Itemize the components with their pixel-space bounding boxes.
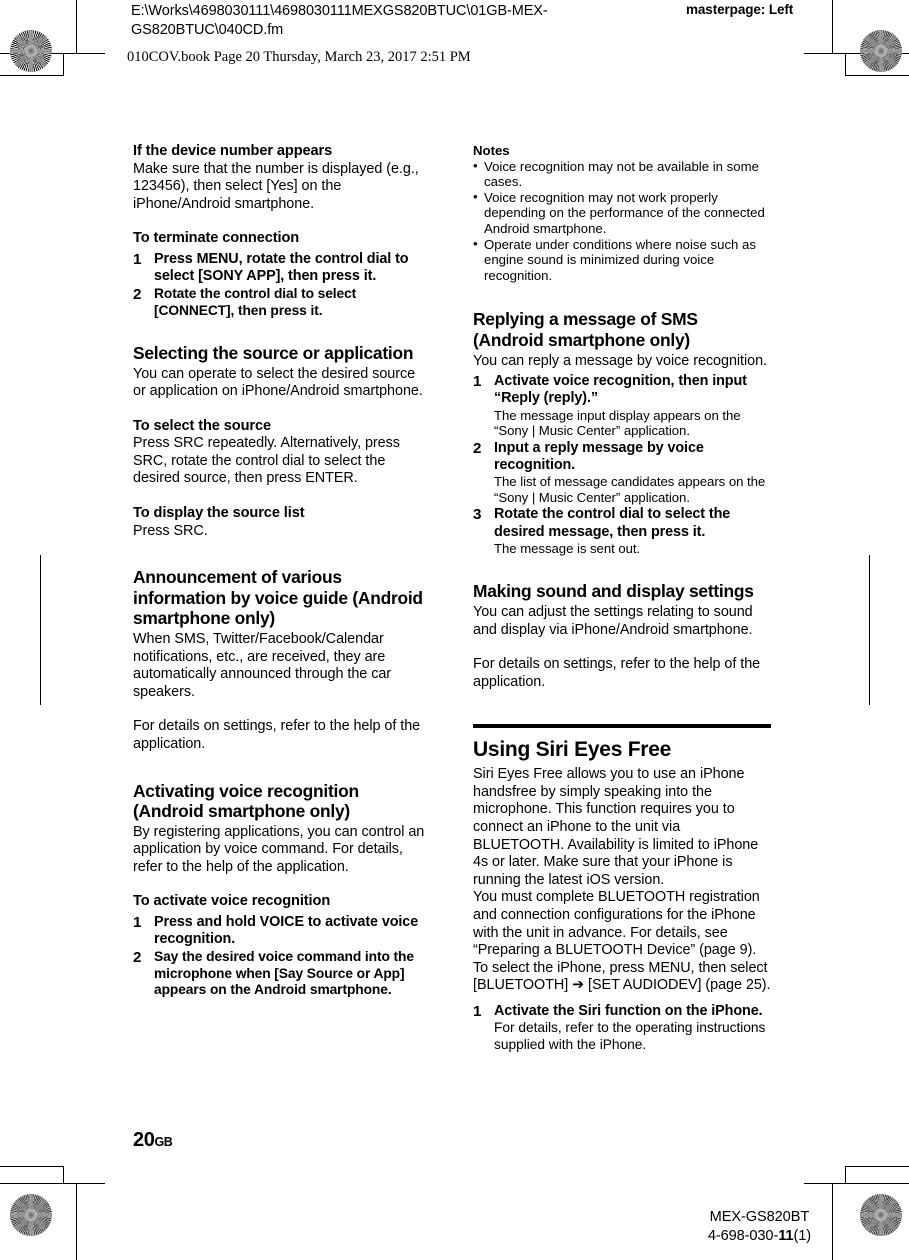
list-item	[473, 1003, 771, 1053]
registration-mark-top-left-outer	[22, 98, 56, 132]
step-number: 3	[473, 506, 482, 524]
registration-mark-left-middle	[22, 612, 56, 646]
crop-rule-bottom-right-inner	[845, 1166, 909, 1167]
star-target-bottom-right	[860, 1194, 902, 1236]
registration-mark-bottom-left-outer	[22, 1124, 56, 1158]
page-locale-suffix: GB	[154, 1135, 173, 1149]
heading-to-terminate-connection: To terminate connection	[133, 230, 300, 247]
page-folio	[133, 1129, 172, 1152]
step-detail: For details, refer to the operating instructions supplied with the iPhone.	[494, 1020, 766, 1052]
registration-mark-bottom-center	[437, 1186, 471, 1220]
step-number: 2	[133, 286, 142, 304]
left-text-column	[133, 143, 431, 1000]
star-target-top-left	[10, 30, 52, 72]
heading-replying-message-sms: Replying a message of SMS (Android smartphone only)	[473, 309, 698, 350]
step-text: Rotate the control dial to select the desired message, then press it.	[494, 506, 731, 540]
step-text: Input a reply message by voice recognition.	[494, 439, 704, 473]
crop-rule-top-left-vert2	[63, 53, 64, 75]
body-activating-voice-recognition: By registering applications, you can control an application by voice command. For details, refer to the help of the application.	[133, 823, 425, 875]
page-number: 20	[133, 1129, 155, 1151]
crop-rule-top-left-outer	[0, 53, 105, 54]
bullet-icon: •	[473, 236, 478, 252]
crop-rule-top-right-inner	[845, 75, 909, 76]
masterpage-label: masterpage: Left	[686, 2, 794, 17]
crop-rule-bottom-right-vert	[832, 1183, 833, 1260]
registration-mark-bottom-left-inner	[84, 1186, 118, 1220]
step-text: Activate the Siri function on the iPhone.	[494, 1003, 763, 1019]
body-sound-display-settings: You can adjust the settings relating to sound and display via iPhone/Android smartphone.	[473, 603, 753, 638]
star-target-top-right	[860, 30, 902, 72]
step-text: Press and hold VOICE to activate voice recognition.	[154, 913, 419, 948]
crop-rule-bottom-left-vert	[76, 1183, 77, 1260]
part-number	[708, 1227, 811, 1246]
step-text: Rotate the control dial to select [CONNECT], then press it.	[154, 286, 357, 318]
step-detail: The message is sent out.	[494, 540, 641, 556]
list-item	[473, 159, 771, 190]
body-replying-message-sms: You can reply a message by voice recognition.	[473, 352, 768, 369]
list-item	[473, 237, 771, 284]
heading-making-sound-display-settings: Making sound and display settings	[473, 581, 754, 602]
crop-rule-top-left-inner	[0, 75, 64, 76]
part-number-prefix: 4-698-030-	[707, 1228, 779, 1244]
step-number: 2	[473, 439, 482, 457]
step-number: 1	[473, 373, 482, 391]
registration-mark-top-right-outer	[854, 98, 888, 132]
body-siri-bluetooth: You must complete BLUETOOTH registration and connection configurations for the iPhone with the unit in advance. For details, see “Preparing a BLUETOOTH Device” (page 9). To select the iPhone, press MENU, then select [BLUETOOTH] ➔ [SET AUDIODEV] (page 25).	[473, 889, 771, 994]
model-name: MEX-GS820BT	[709, 1209, 810, 1225]
crop-rule-top-right-vert	[832, 0, 833, 53]
crop-rule-right-middle	[869, 555, 870, 705]
notes-title: Notes	[473, 143, 510, 158]
heading-if-device-number-appears: If the device number appears	[133, 143, 333, 159]
source-file-path: E:\Works\4698030111\4698030111MEXGS820BTUC\01GB-MEX-GS820BTUC\040CD.fm	[131, 3, 548, 38]
heading-announcement-voice-guide: Announcement of various information by voice guide (Android smartphone only)	[133, 567, 423, 629]
step-detail: The message input display appears on the “Sony | Music Center” application.	[494, 407, 741, 439]
note-text: Voice recognition may not be available in some cases.	[484, 158, 759, 190]
step-number: 1	[133, 913, 142, 931]
note-text: Operate under conditions where noise such as engine sound is minimized during voice recognition.	[484, 236, 756, 283]
heading-selecting-source-or-application: Selecting the source or application	[133, 343, 414, 363]
registration-mark-right-middle	[854, 612, 888, 646]
crop-rule-top-right-outer	[804, 53, 909, 54]
registration-mark-bottom-right-outer	[854, 1124, 888, 1158]
steps-activate-voice-recognition	[133, 914, 431, 999]
right-text-column	[473, 143, 771, 1054]
bullet-icon: •	[473, 158, 478, 174]
star-target-bottom-left	[10, 1194, 52, 1236]
crop-rule-top-left-vert	[76, 0, 77, 53]
step-number: 1	[133, 250, 142, 268]
list-item	[473, 190, 771, 237]
crop-rule-top-right-vert2	[845, 53, 846, 75]
list-item	[473, 373, 771, 439]
steps-replying-sms	[473, 373, 771, 556]
list-item	[133, 949, 431, 998]
heading-to-activate-voice-recognition: To activate voice recognition	[133, 893, 331, 910]
list-item	[473, 506, 771, 556]
crop-rule-bottom-left-inner	[0, 1166, 64, 1167]
body-device-number: Make sure that the number is displayed (e.g., 123456), then select [Yes] on the iPhone/Android smartphone.	[133, 160, 419, 212]
heading-activating-voice-recognition: Activating voice recognition (Android smartphone only)	[133, 780, 359, 822]
heading-to-select-the-source: To select the source	[133, 417, 272, 434]
notes-list	[473, 159, 771, 284]
list-item	[133, 286, 431, 319]
body-sound-display-details: For details on settings, refer to the help of the application.	[473, 656, 761, 690]
list-item	[473, 440, 771, 506]
body-selecting-source: You can operate to select the desired source or application on iPhone/Android smartphone.	[133, 365, 423, 400]
part-number-revision: 11	[778, 1228, 794, 1244]
heading-to-display-the-source-list: To display the source list	[133, 505, 305, 522]
crop-rule-bottom-right-vert2	[845, 1166, 846, 1183]
part-number-suffix: (1)	[793, 1228, 811, 1244]
step-text: Press MENU, rotate the control dial to select [SONY APP], then press it.	[154, 250, 409, 284]
step-text: Say the desired voice command into the microphone when [Say Source or App] appears on the Android smartphone.	[154, 949, 414, 998]
steps-terminate-connection	[133, 251, 431, 319]
bullet-icon: •	[473, 189, 478, 205]
crop-rule-left-middle	[40, 555, 41, 705]
step-text: Activate voice recognition, then input “Reply (reply).”	[494, 373, 747, 407]
body-to-display-the-source-list: Press SRC.	[133, 522, 208, 539]
book-timestamp-line: 010COV.book Page 20 Thursday, March 23, 2017 2:51 PM	[127, 49, 471, 65]
step-number: 1	[473, 1003, 482, 1020]
body-announcement: When SMS, Twitter/Facebook/Calendar notifications, etc., are received, they are automatically announced through the car speakers.	[133, 630, 392, 700]
steps-siri	[473, 1003, 771, 1053]
crop-rule-bottom-right-outer	[804, 1183, 909, 1184]
note-text: Voice recognition may not work properly depending on the performance of the connected Android smartphone.	[484, 189, 765, 236]
body-siri-intro: Siri Eyes Free allows you to use an iPhone handsfree by simply speaking into the microphone. This function requires you to connect an iPhone to the unit via BLUETOOTH. Availability is limited to iPhone 4s or later. Make sure that your iPhone is running the latest iOS version.	[473, 766, 759, 888]
model-identification	[708, 1208, 811, 1246]
list-item	[133, 251, 431, 285]
step-detail: The list of message candidates appears on the “Sony | Music Center” application.	[494, 474, 766, 505]
crop-rule-bottom-left-outer	[0, 1183, 105, 1184]
body-announcement-details: For details on settings, refer to the help of the application.	[133, 718, 421, 752]
step-number: 2	[133, 949, 142, 967]
body-to-select-the-source: Press SRC repeatedly. Alternatively, press SRC, rotate the control dial to select the desired source, then press ENTER.	[133, 435, 400, 487]
heading-using-siri-eyes-free: Using Siri Eyes Free	[473, 724, 771, 762]
list-item	[133, 914, 431, 948]
crop-rule-bottom-left-vert2	[63, 1166, 64, 1183]
